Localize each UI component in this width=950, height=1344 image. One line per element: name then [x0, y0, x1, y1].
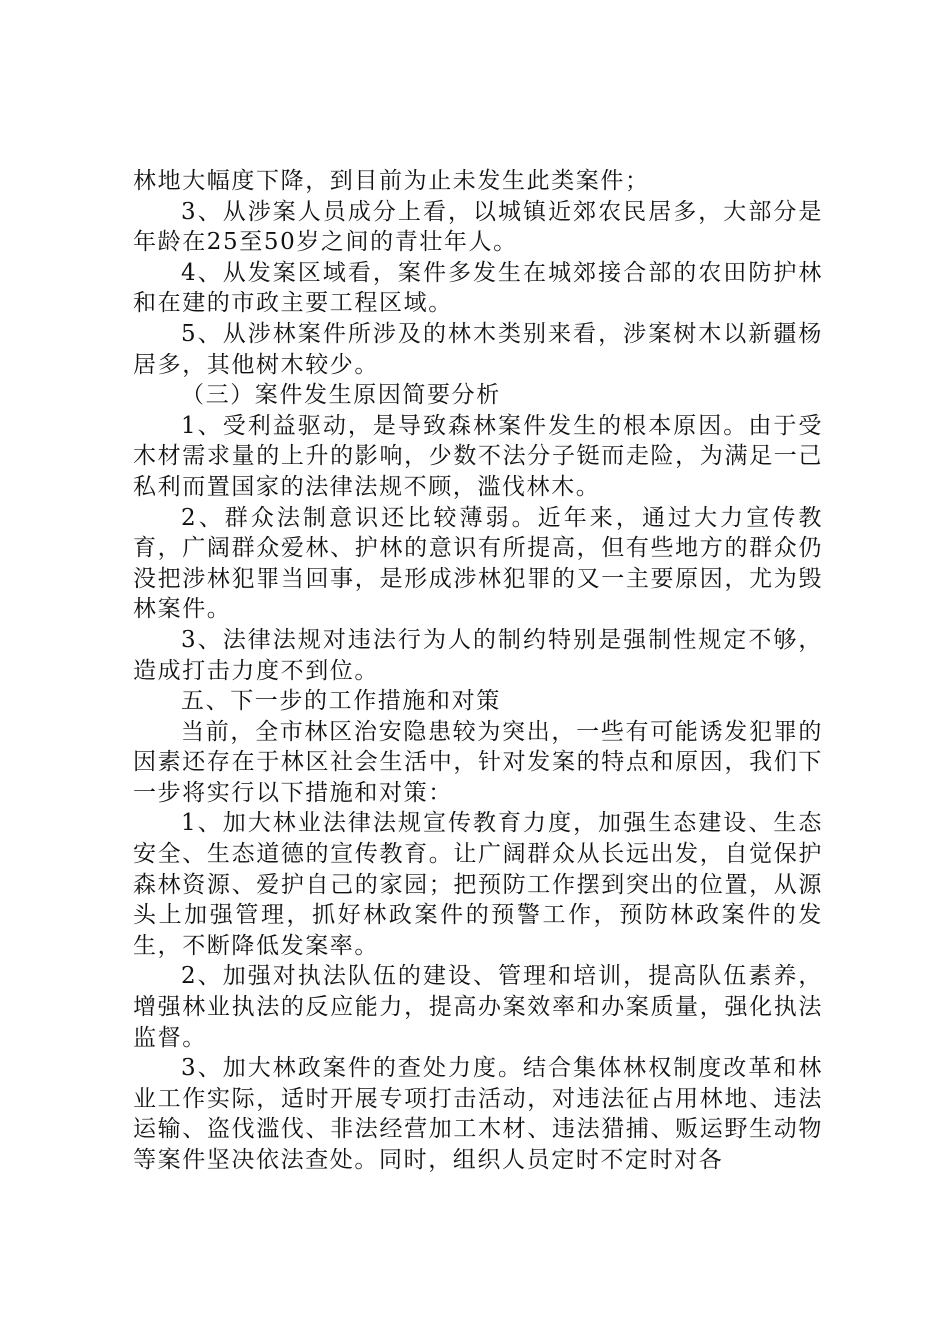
section-heading-measures: 五、下一步的工作措施和对策 — [181, 688, 501, 715]
paragraph-6: 1、受利益驱动，是导致森林案件发生的根本原因。由于受木材需求量的上升的影响，少数不法分子铤而走险，为满足一己私利而置国家的法律法规不顾，滥伐林木。 — [133, 412, 823, 500]
section-heading-causes: （三）案件发生原因简要分析 — [181, 382, 501, 409]
paragraph-3: 4、从发案区域看，案件多发生在城郊接合部的农田防护林和在建的市政主要工程区域。 — [133, 259, 823, 317]
document-body — [133, 166, 823, 1176]
paragraph-11: 1、加大林业法律法规宣传教育力度，加强生态建设、生态安全、生态道德的宣传教育。让广阔群众从长远出发，自觉保护森林资源、爱护自己的家园；把预防工作摆到突出的位置，从源头上加强管理，抓好林政案件的预警工作，预防林政案件的发生，不断降低发案率。 — [133, 810, 823, 959]
paragraph-13: 3、加大林政案件的查处力度。结合集体林权制度改革和林业工作实际，适时开展专项打击活动，对违法征占用林地、违法运输、盗伐滥伐、非法经营加工木材、违法猎捕、贩运野生动物等案件坚决依法查处。同时，组织人员定时不定时对各 — [133, 1055, 823, 1173]
paragraph-2: 3、从涉案人员成分上看，以城镇近郊农民居多，大部分是年龄在25至50岁之间的青壮年人。 — [133, 198, 823, 256]
paragraph-12: 2、加强对执法队伍的建设、管理和培训，提高队伍素养，增强林业执法的反应能力，提高办案效率和办案质量，强化执法监督。 — [133, 963, 823, 1051]
paragraph-7: 2、群众法制意识还比较薄弱。近年来，通过大力宣传教育，广阔群众爱林、护林的意识有所提高，但有些地方的群众仍没把涉林犯罪当回事，是形成涉林犯罪的又一主要原因，尤为毁林案件。 — [133, 504, 823, 623]
paragraph-4: 5、从涉林案件所涉及的林木类别来看，涉案树木以新疆杨居多，其他树木较少。 — [133, 320, 823, 378]
paragraph-1: 林地大幅度下降，到目前为止未发生此类案件； — [133, 168, 650, 194]
paragraph-8: 3、法律法规对违法行为人的制约特别是强制性规定不够，造成打击力度不到位。 — [133, 626, 823, 684]
paragraph-10: 当前，全市林区治安隐患较为突出，一些有可能诱发犯罪的因素还存在于林区社会生活中，针对发案的特点和原因，我们下一步将实行以下措施和对策： — [133, 718, 823, 806]
